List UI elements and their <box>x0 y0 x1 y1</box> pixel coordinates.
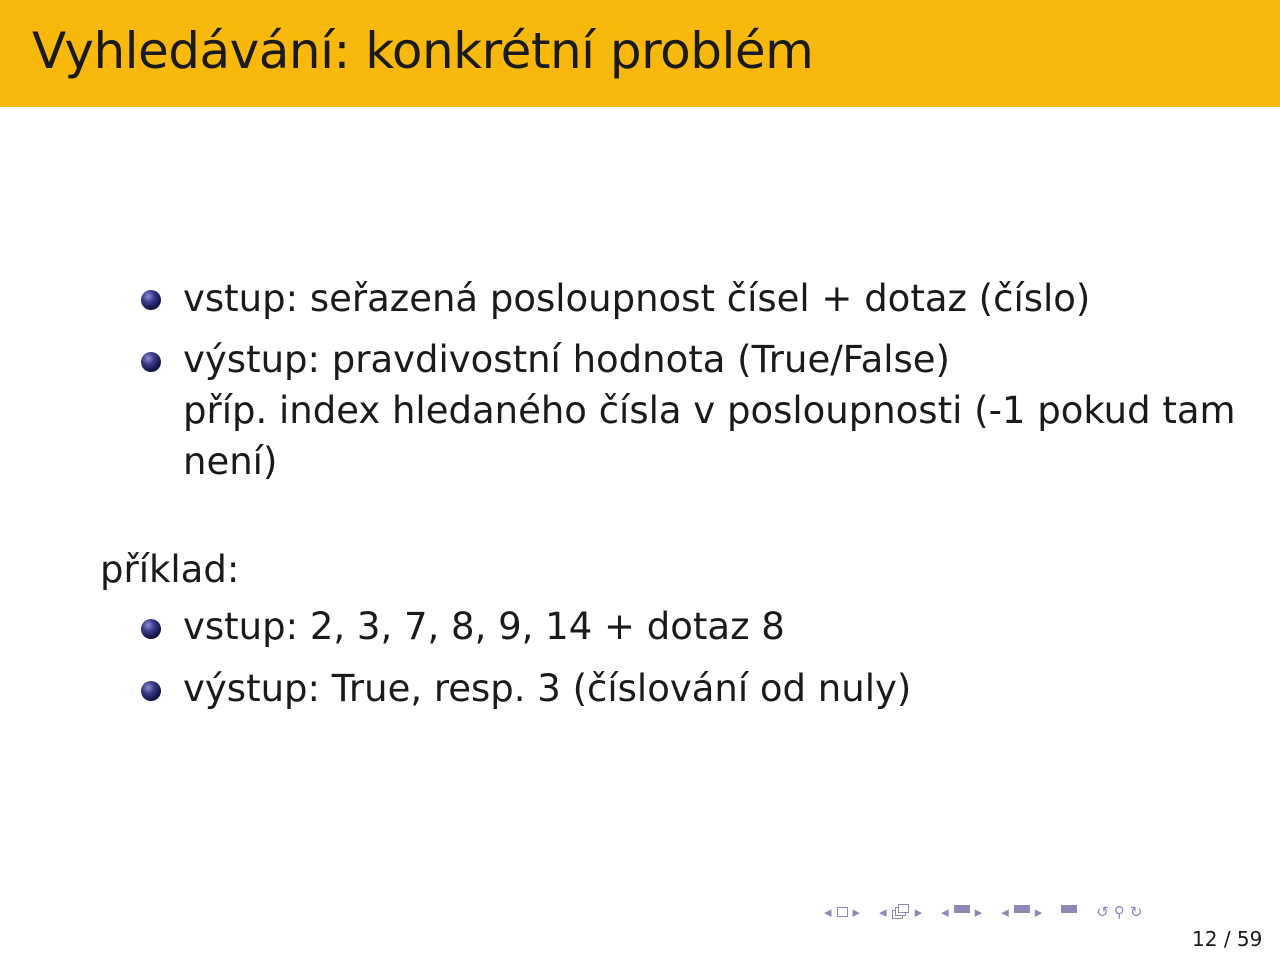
next-arrow-icon[interactable]: ▸ <box>1034 903 1043 921</box>
bullet-icon <box>141 290 161 310</box>
redo-icon[interactable]: ↻ <box>1129 903 1143 921</box>
bullet-icon <box>141 619 161 639</box>
bullet-text-continuation: příp. index hledaného čísla v posloupnosti (-1 pokud tam <box>183 389 1236 432</box>
slide-section-icon[interactable] <box>1014 905 1030 920</box>
page-separator: / <box>1223 927 1231 951</box>
undo-icon[interactable]: ↺ <box>1096 903 1109 921</box>
bullet-text: vstup: 2, 3, 7, 8, 9, 14 + dotaz 8 <box>183 605 785 648</box>
document-icon[interactable] <box>1061 905 1077 920</box>
page-number <box>1192 927 1262 951</box>
next-arrow-icon[interactable]: ▸ <box>852 903 861 921</box>
search-icon[interactable]: ⚲ <box>1113 903 1125 921</box>
subsection-frames-icon[interactable] <box>892 904 910 920</box>
next-arrow-icon[interactable]: ▸ <box>914 903 923 921</box>
bullet-text: vstup: seřazená posloupnost čísel + dotaz (číslo) <box>183 277 1091 320</box>
section-icon[interactable] <box>954 905 970 920</box>
bullet-icon <box>141 681 161 701</box>
prev-arrow-icon[interactable]: ◂ <box>941 903 949 921</box>
total-pages: 59 <box>1236 927 1263 951</box>
example-label: příklad: <box>100 548 240 591</box>
title-bar <box>0 0 1280 107</box>
bullet-text: výstup: pravdivostní hodnota (True/False) <box>183 338 950 381</box>
bullet-text-continuation: není) <box>183 440 278 483</box>
prev-arrow-icon[interactable]: ◂ <box>824 903 832 921</box>
frame-icon[interactable] <box>837 907 848 917</box>
bullet-text: výstup: True, resp. 3 (číslování od nuly) <box>183 667 912 710</box>
prev-arrow-icon[interactable]: ◂ <box>879 903 887 921</box>
slide-title: Vyhledávání: konkrétní problém <box>32 22 814 80</box>
prev-arrow-icon[interactable]: ◂ <box>1001 903 1009 921</box>
next-arrow-icon[interactable]: ▸ <box>974 903 983 921</box>
navigation-bar <box>824 900 1147 924</box>
current-page: 12 <box>1192 927 1218 951</box>
bullet-icon <box>141 352 161 372</box>
